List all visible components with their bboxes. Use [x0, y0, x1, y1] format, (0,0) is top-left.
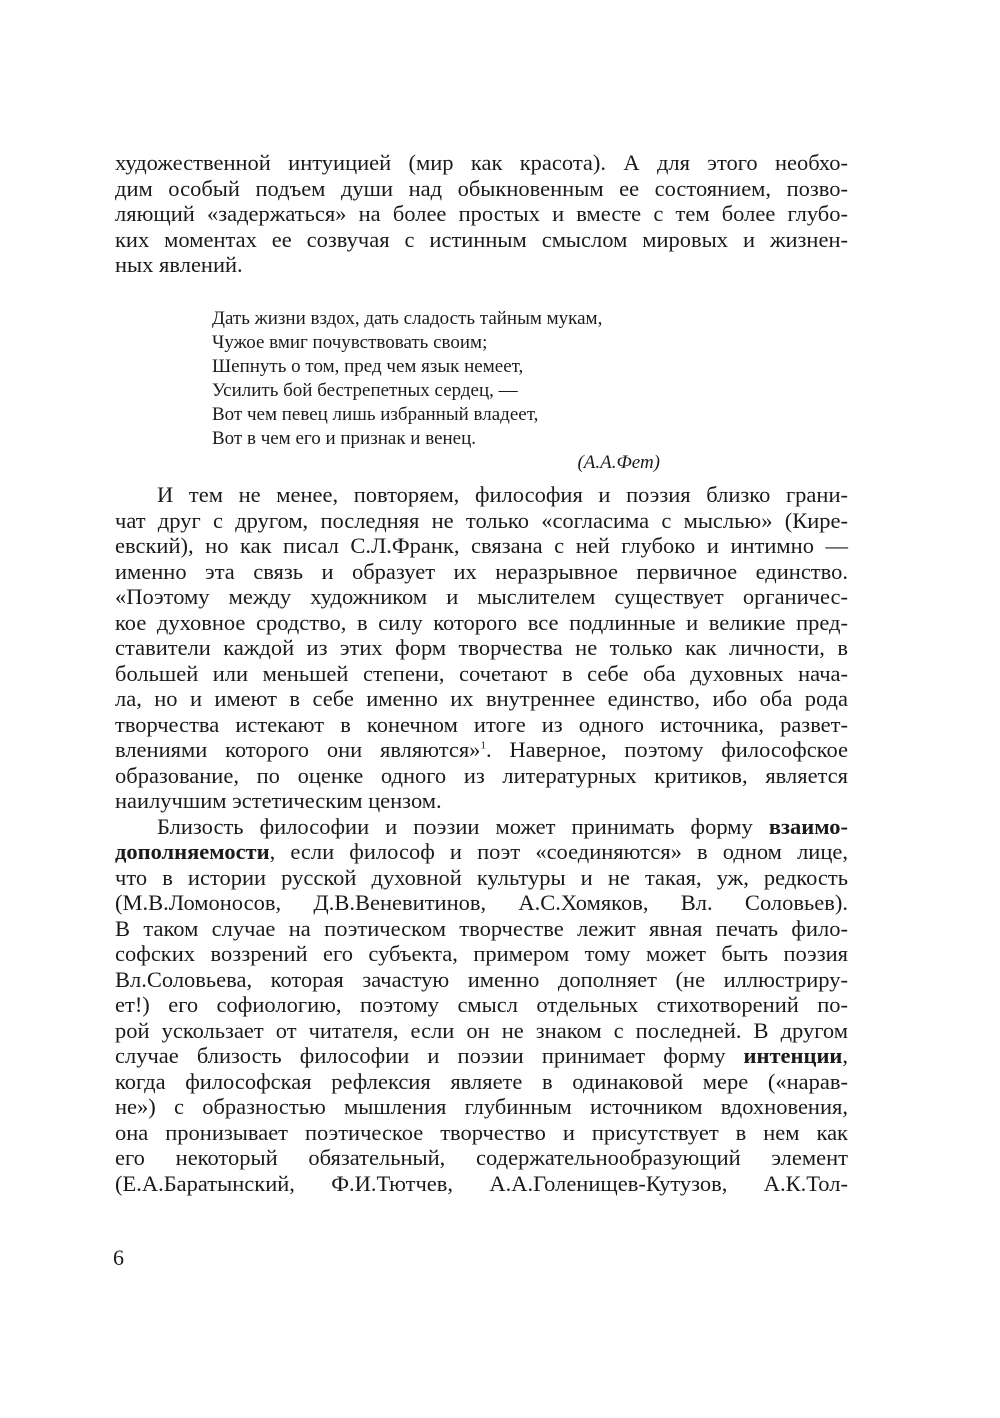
text-line [115, 839, 848, 865]
text-line: (Е.А.Баратынский, Ф.И.Тютчев, А.А.Голенищев-Кутузов, А.К.Тол- [115, 1170, 848, 1196]
intro-paragraph [115, 150, 848, 278]
text-line: большей или меньшей степени, сочетают в себе оба духовных нача- [115, 660, 848, 686]
text-segment: Близость философии и поэзии может принимать форму [157, 813, 769, 839]
text-line: что в истории русской духовной культуры и не такая, уж, редкость [115, 864, 848, 890]
text-line: художественной интуицией (мир как красота). А для этого необхо- [115, 150, 848, 175]
text-line: В таком случае на поэтическом творчестве лежит явная печать фило- [115, 915, 848, 941]
poem-verse: Шепнуть о том, пред чем язык немеет, [212, 356, 524, 377]
text-line: чат друг с другом, последняя не только «согласима с мыслью» (Кире- [115, 507, 848, 533]
text-segment: . Наверное, поэтому философское [485, 737, 848, 762]
text-line: не») с образностью мышления глубинным источником вдохновения, [115, 1094, 848, 1119]
text-line: ла, но и имеют в себе именно их внутреннее единство, ибо оба рода [115, 686, 848, 711]
text-segment: , если философ и поэт «соединяются» в одном лице, [269, 839, 848, 864]
text-line: ляющий «задержаться» на более простых и вместе с тем более глубо- [115, 201, 848, 226]
text-line: евский), но как писал С.Л.Франк, связана с ней глубоко и интимно — [115, 533, 848, 558]
text-line: наилучшим эстетическим цензом. [115, 788, 442, 813]
page-number: 6 [113, 1245, 124, 1270]
text-line: ных явлений. [115, 252, 243, 277]
text-line: (М.В.Ломоносов, Д.В.Веневитинов, А.С.Хомяков, Вл. Соловьев). [115, 890, 848, 915]
text-line: образование, по оценке одного из литературных критиков, является [115, 762, 848, 788]
text-line: рой ускользает от читателя, если он не знаком с последней. В другом [115, 1017, 848, 1043]
bold-term: взаимо- [768, 813, 848, 839]
text-line [115, 814, 848, 840]
text-line: кое духовное сродство, в силу которого все подлинные и великие пред- [115, 609, 848, 635]
text-line: она пронизывает поэтическое творчество и присутствует в нем как [115, 1119, 848, 1145]
text-line [115, 1043, 848, 1069]
text-line: именно эта связь и образует их неразрывное первичное единство. [115, 558, 848, 584]
poem-verse: Вот в чем его и признак и венец. [212, 428, 477, 449]
footnote-marker: 1 [480, 739, 486, 752]
body-text [115, 482, 848, 1196]
poem-epigraph [212, 307, 672, 475]
text-segment: влениями которого они являются» [115, 737, 481, 762]
bold-term: интенции [743, 1043, 843, 1068]
text-line: ет!) его софиологию, поэтому смысл отдельных стихотворений по- [115, 992, 848, 1017]
text-line [115, 737, 848, 763]
poem-verse: Дать жизни вздох, дать сладость тайным мукам, [212, 308, 603, 329]
text-line: его некоторый обязательный, содержательнообразующий элемент [115, 1145, 848, 1170]
text-line: «Поэтому между художником и мыслителем существует органичес- [115, 584, 848, 609]
text-line: дим особый подъем души над обыкновенным ее состоянием, позво- [115, 175, 848, 201]
text-line: ких моментах ее созвучая с истинным смыслом мировых и жизнен- [115, 226, 848, 252]
text-line: софских воззрений его субъекта, примером тому может быть поэзия [115, 941, 848, 966]
text-line: Вл.Соловьева, которая зачастую именно дополняет (не иллюстриру- [115, 966, 848, 992]
bold-term: дополняемости [115, 839, 270, 864]
text-line: ставители каждой из этих форм творчества не только как личности, в [115, 635, 848, 660]
poem-verse: Чужое вмиг почувствовать своим; [212, 332, 488, 353]
text-segment: , [842, 1043, 848, 1068]
text-line: творчества истекают в конечном итоге из одного источника, развет- [115, 711, 848, 737]
poem-verse: Усилить бой бестрепетных сердец, — [212, 380, 518, 401]
text-line: И тем не менее, повторяем, философия и поэзия близко грани- [157, 482, 848, 507]
text-segment: случае близость философии и поэзии принимает форму [115, 1043, 744, 1068]
poem-attribution: (А.А.Фет) [577, 452, 660, 473]
text-line: когда философская рефлексия являете в одинаковой мере («нарав- [115, 1068, 848, 1094]
poem-verse: Вот чем певец лишь избранный владеет, [212, 404, 539, 425]
